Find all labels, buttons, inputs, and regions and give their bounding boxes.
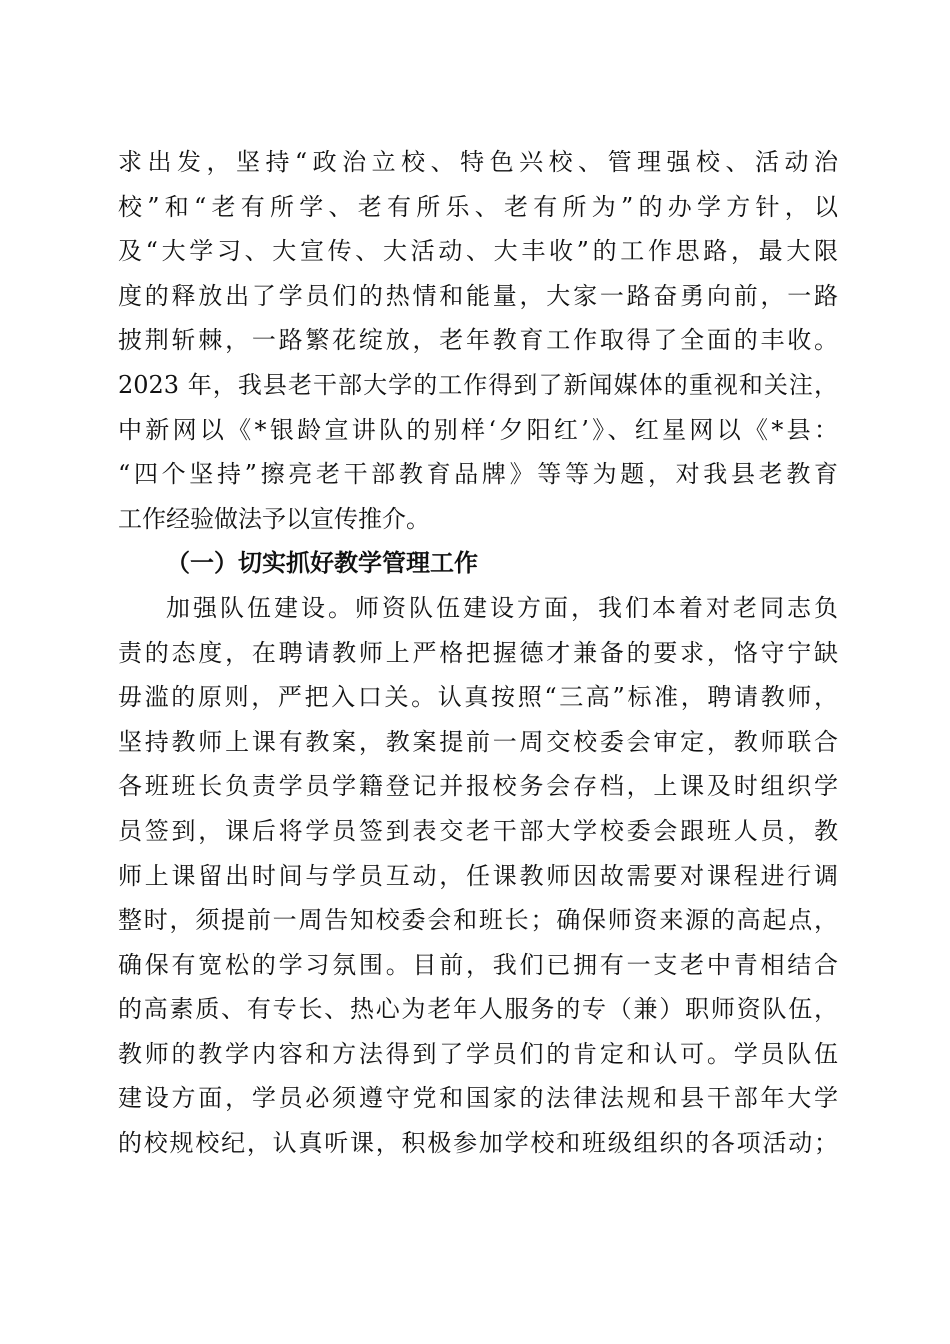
text-line: 度的释放出了学员们的热情和能量，大家一路奋勇向前，一路 <box>118 281 838 310</box>
text-line: 的校规校纪，认真听课，积极参加学校和班级组织的各项活动； <box>118 1129 838 1158</box>
section-heading: （一）切实抓好教学管理工作 <box>166 548 478 578</box>
text-line: “四个坚持”擦亮老干部教育品牌》等等为题，对我县老教育 <box>118 460 838 489</box>
text-line: 的高素质、有专长、热心为老年人服务的专（兼）职师资队伍， <box>118 995 838 1024</box>
text-line: 2023 年，我县老干部大学的工作得到了新闻媒体的重视和关注， <box>118 370 838 399</box>
text-line: 教师的教学内容和方法得到了学员们的肯定和认可。学员队伍 <box>118 1039 838 1068</box>
text-line: 毋滥的原则，严把入口关。认真按照“三高”标准，聘请教师， <box>118 683 838 712</box>
text-line: 坚持教师上课有教案，教案提前一周交校委会审定，教师联合 <box>118 727 838 756</box>
text-line: 加强队伍建设。师资队伍建设方面，我们本着对老同志负 <box>166 593 838 622</box>
text-line: 披荆斩棘，一路繁花绽放，老年教育工作取得了全面的丰收。 <box>118 326 838 355</box>
text-line: 校”和“老有所学、老有所乐、老有所为”的办学方针，以 <box>118 192 838 221</box>
text-line: 中新网以《*银龄宣讲队的别样‘夕阳红’》、红星网以《*县： <box>118 415 838 444</box>
body-text <box>118 140 838 1166</box>
text-line: 整时，须提前一周告知校委会和班长；确保师资来源的高起点， <box>118 906 838 935</box>
text-line: 师上课留出时间与学员互动，任课教师因故需要对课程进行调 <box>118 861 838 890</box>
text-line: 求出发，坚持“政治立校、特色兴校、管理强校、活动治 <box>118 148 838 176</box>
text-line: 各班班长负责学员学籍登记并报校务会存档，上课及时组织学 <box>118 772 838 801</box>
text-line: 确保有宽松的学习氛围。目前，我们已拥有一支老中青相结合 <box>118 950 838 979</box>
text-line: 建设方面，学员必须遵守党和国家的法律法规和县干部年大学 <box>118 1084 838 1113</box>
text-line: 员签到，课后将学员签到表交老干部大学校委会跟班人员，教 <box>118 816 838 845</box>
text-line: 及“大学习、大宣传、大活动、大丰收”的工作思路，最大限 <box>118 237 838 266</box>
text-line: 工作经验做法予以宣传推介。 <box>118 504 430 533</box>
text-line: 责的态度，在聘请教师上严格把握德才兼备的要求，恪守宁缺 <box>118 638 838 667</box>
